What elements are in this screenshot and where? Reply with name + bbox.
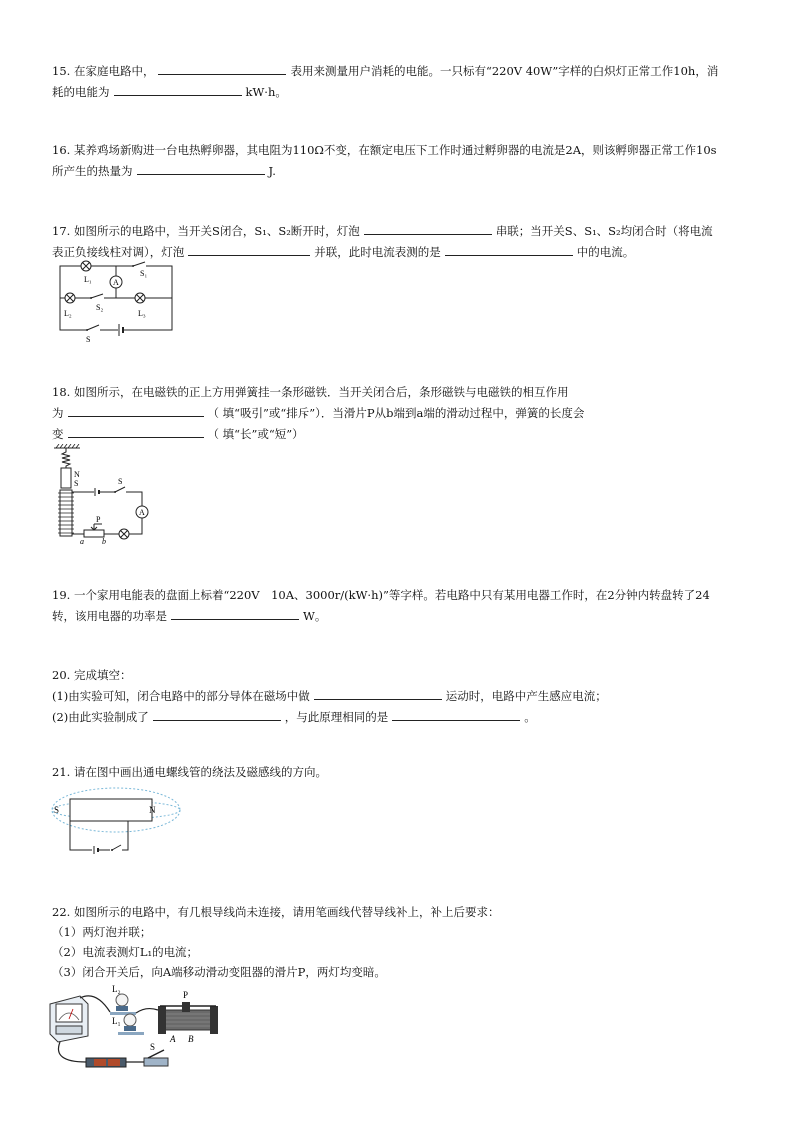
q17-text-a: 如图所示的电路中，当开关S闭合，S₁、S₂断开时，灯泡	[73, 224, 360, 238]
q18-electromagnet-diagram	[50, 444, 160, 544]
rheostat-icon	[80, 524, 114, 537]
solenoid-n-label: N	[149, 805, 156, 815]
q17-text-d: 并联，此时电流表测的是	[314, 245, 441, 259]
q17-text-e: 中的电流。	[576, 245, 635, 259]
question-20	[52, 665, 607, 727]
q16-text-c: J.	[268, 164, 276, 178]
q18-text-e: （ 填“长”或“短”）	[207, 427, 304, 441]
label-l1: L₁	[84, 275, 92, 284]
q20-text-f: 。	[524, 710, 536, 724]
q17-blank-2[interactable]	[188, 241, 310, 256]
q16-text-a: 某养鸡场新购进一台电热孵卵器，其电阻为110Ω不变，在额定电压下工作时通过孵卵器的电流是2A，则该孵卵器正常工作10s	[73, 143, 717, 157]
lamp-l2-icon	[65, 293, 75, 303]
q22-lamp-l1-icon	[118, 1014, 144, 1035]
q20-text-e: ，与此原理相同的是	[284, 710, 389, 724]
q18-blank-1[interactable]	[68, 402, 204, 417]
q22-circuit-apparatus	[46, 982, 226, 1074]
slider-p-label: P	[96, 515, 101, 524]
lamp-l1-icon	[81, 261, 91, 271]
battery-icon	[118, 324, 124, 336]
q15-text-a: 在家庭电路中，	[73, 64, 155, 78]
q17-text-b: 串联；当开关S、S₁、S₂均闭合时（将电流	[495, 224, 713, 238]
q18-ammeter-icon	[136, 506, 148, 518]
question-19	[52, 585, 710, 626]
switch-s-icon	[86, 325, 100, 332]
q17-number: 17.	[52, 224, 71, 238]
q22-req-1: （1）两灯泡并联；	[52, 925, 152, 939]
q22-label-l2: L₂	[112, 984, 121, 994]
q16-text-b: 所产生的热量为	[52, 164, 133, 178]
q15-text-c: 耗的电能为	[52, 85, 110, 99]
q16-blank-1[interactable]	[137, 160, 265, 175]
question-18	[52, 382, 584, 444]
q15-number: 15.	[52, 64, 71, 78]
q21-solenoid-diagram	[48, 782, 186, 860]
q22-rheostat-icon	[158, 1002, 218, 1034]
magnet-n-label: N	[74, 470, 80, 479]
magnet-s-label: S	[74, 479, 79, 488]
solenoid-s-label: S	[54, 805, 60, 815]
q20-text-d: (2)由此实验制成了	[52, 710, 149, 724]
q22-text-a: 如图所示的电路中，有几根导线尚未连接，请用笔画线代替导线补上，补上后要求：	[73, 905, 500, 919]
q18-text-a: 如图所示，在电磁铁的正上方用弹簧挂一条形磁铁．当开关闭合后，条形磁铁与电磁铁的相互作用	[73, 385, 569, 399]
bar-magnet-icon	[61, 468, 71, 488]
q17-circuit-diagram	[56, 258, 180, 344]
electromagnet-coil-icon	[58, 490, 74, 536]
q22-req-3: （3）闭合开关后，向A端移动滑动变阻器的滑片P，两灯均变暗。	[52, 965, 386, 979]
q18-text-b: 为	[52, 406, 64, 420]
q15-text-b: 表用来测量用户消耗的电能。一只标有“220V 40W”字样的白炽灯正常工作10h，消	[290, 64, 719, 78]
label-s: S	[86, 335, 91, 344]
q22-label-a: A	[170, 1034, 176, 1044]
svg-text:A: A	[139, 508, 145, 517]
label-s1: S₁	[140, 269, 148, 278]
q18-switch-icon	[114, 487, 126, 494]
q15-blank-2[interactable]	[114, 81, 242, 96]
q18-number: 18.	[52, 385, 71, 399]
q19-number: 19.	[52, 588, 71, 602]
q18-text-c: （ 填“吸引”或“排斥”）．当滑片P从b端到a端的滑动过程中，弹簧的长度会	[207, 406, 585, 420]
label-l3: L₃	[138, 309, 146, 318]
lamp-l3-icon	[135, 293, 145, 303]
q19-text-c: W。	[303, 609, 327, 623]
end-a-label: a	[80, 537, 84, 544]
q21-text-a: 请在图中画出通电螺线管的绕法及磁感线的方向。	[73, 765, 327, 779]
q18-battery-icon	[94, 488, 100, 496]
q20-text-a: 完成填空：	[73, 668, 132, 682]
q20-blank-3[interactable]	[392, 706, 520, 721]
solenoid-core-icon	[70, 799, 152, 821]
q22-label-l1: L₁	[112, 1016, 121, 1026]
q17-text-c: 表正负接线柱对调），灯泡	[52, 245, 185, 259]
svg-text:A: A	[113, 278, 119, 287]
q17-blank-1[interactable]	[364, 220, 492, 235]
end-b-label: b	[102, 537, 106, 544]
q22-ammeter-icon	[50, 996, 88, 1042]
question-15	[52, 60, 718, 102]
q18-switch-label: S	[118, 477, 123, 486]
question-17	[52, 220, 713, 262]
q15-text-d: kW·h。	[245, 85, 287, 99]
ammeter-icon	[110, 276, 122, 288]
question-21	[52, 762, 327, 782]
q22-req-2: （2）电流表测灯L₁的电流；	[52, 945, 199, 959]
q20-blank-2[interactable]	[153, 706, 281, 721]
label-l2: L₂	[64, 309, 72, 318]
q22-switch-icon	[144, 1050, 168, 1066]
question-22	[52, 902, 499, 982]
q20-text-b: (1)由实验可知，闭合电路中的部分导体在磁场中做	[52, 689, 310, 703]
q20-number: 20.	[52, 668, 71, 682]
q21-number: 21.	[52, 765, 71, 779]
q18-text-d: 变	[52, 427, 64, 441]
q17-blank-3[interactable]	[445, 241, 573, 256]
q22-battery-icon	[86, 1058, 126, 1067]
q22-number: 22.	[52, 905, 71, 919]
switch-s1-icon	[132, 262, 146, 268]
q18-blank-2[interactable]	[68, 423, 204, 438]
spring-icon	[62, 448, 70, 468]
q22-label-s: S	[150, 1042, 156, 1052]
q18-lamp-icon	[119, 529, 129, 539]
question-16	[52, 140, 717, 181]
switch-s2-icon	[90, 294, 104, 300]
q19-blank-1[interactable]	[171, 605, 299, 620]
q21-battery-icon	[94, 846, 110, 854]
q22-lamp-l2-icon	[110, 994, 136, 1015]
q22-label-p: P	[183, 990, 189, 1000]
q20-blank-1[interactable]	[314, 685, 442, 700]
q21-switch-icon	[111, 845, 121, 851]
q19-text-a: 一个家用电能表的盘面上标着“220V 10A、3000r/(kW·h)”等字样。若电路中只有某用电器工作时，在2分钟内转盘转了24	[73, 588, 710, 602]
q22-label-b: B	[188, 1034, 194, 1044]
q20-text-c: 运动时，电路中产生感应电流；	[445, 689, 607, 703]
q15-blank-1[interactable]	[158, 60, 286, 75]
q19-text-b: 转，该用电器的功率是	[52, 609, 167, 623]
label-s2: S₂	[96, 303, 104, 312]
q16-number: 16.	[52, 143, 71, 157]
